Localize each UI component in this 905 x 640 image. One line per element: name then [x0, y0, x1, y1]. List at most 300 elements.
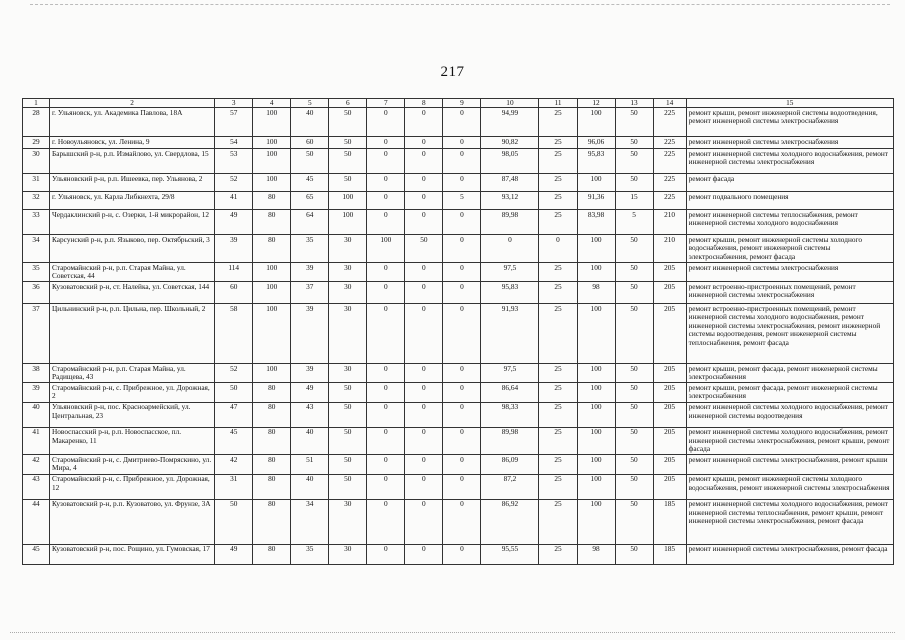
value-col-9: 0	[443, 364, 481, 383]
value-col-6: 30	[329, 263, 367, 282]
value-col-11: 25	[539, 427, 577, 455]
value-col-7: 0	[367, 402, 405, 427]
value-col-4: 80	[253, 402, 291, 427]
value-col-8: 0	[405, 455, 443, 474]
value-col-6: 100	[329, 192, 367, 210]
value-col-4: 100	[253, 304, 291, 364]
row-number: 33	[23, 210, 50, 235]
value-col-12: 100	[577, 304, 615, 364]
value-col-13: 50	[615, 383, 653, 402]
total-score-cell: 205	[653, 427, 686, 455]
row-number: 37	[23, 304, 50, 364]
value-col-4: 80	[253, 474, 291, 499]
address-cell: Старомайнский р-н, р.п. Старая Майна, ул. Радищева, 43	[50, 364, 215, 383]
table-row	[23, 149, 894, 174]
value-col-12: 100	[577, 427, 615, 455]
value-col-8: 0	[405, 383, 443, 402]
value-col-9: 0	[443, 455, 481, 474]
table-row	[23, 174, 894, 192]
value-col-12: 95,83	[577, 149, 615, 174]
value-col-5: 40	[291, 427, 329, 455]
value-col-12: 100	[577, 235, 615, 263]
work-types-cell: ремонт инженерной системы теплоснабжения, ремонт инженерной системы холодного водоснабжения	[686, 210, 893, 235]
value-col-7: 0	[367, 210, 405, 235]
value-col-11: 25	[539, 364, 577, 383]
value-col-11: 25	[539, 108, 577, 137]
value-col-9: 0	[443, 137, 481, 149]
table-row	[23, 364, 894, 383]
work-types-cell: ремонт инженерной системы электроснабжения	[686, 263, 893, 282]
total-score-cell: 210	[653, 235, 686, 263]
address-cell: Карсунский р-н, р.п. Языково, пер. Октябрьский, 3	[50, 235, 215, 263]
row-number: 35	[23, 263, 50, 282]
column-header-15: 15	[686, 99, 893, 108]
value-col-5: 51	[291, 455, 329, 474]
value-col-5: 39	[291, 263, 329, 282]
value-col-11: 25	[539, 383, 577, 402]
value-col-3: 57	[215, 108, 253, 137]
row-number: 44	[23, 499, 50, 544]
value-col-8: 0	[405, 192, 443, 210]
total-score-cell: 205	[653, 364, 686, 383]
value-col-6: 50	[329, 474, 367, 499]
table-row	[23, 210, 894, 235]
value-col-3: 41	[215, 192, 253, 210]
value-col-9: 0	[443, 427, 481, 455]
value-col-8: 0	[405, 137, 443, 149]
repair-register-table	[22, 98, 894, 565]
work-types-cell: ремонт крыши, ремонт фасада, ремонт инженерной системы электроснабжения	[686, 364, 893, 383]
work-types-cell: ремонт инженерной системы холодного водоснабжения, ремонт инженерной системы теплоснабжения, ремонт крыши, ремонт инженерной системы электроснабжения, ремонт фасада	[686, 499, 893, 544]
value-col-13: 50	[615, 402, 653, 427]
row-number: 28	[23, 108, 50, 137]
column-header-8: 8	[405, 99, 443, 108]
column-header-5: 5	[291, 99, 329, 108]
total-score-cell: 205	[653, 263, 686, 282]
value-col-8: 0	[405, 149, 443, 174]
address-cell: Старомайнский р-н, с. Прибрежное, ул. Дорожная, 2	[50, 383, 215, 402]
column-header-10: 10	[481, 99, 539, 108]
value-col-3: 54	[215, 137, 253, 149]
value-col-4: 80	[253, 192, 291, 210]
value-col-3: 39	[215, 235, 253, 263]
address-cell: Чердаклинский р-н, с. Озерки, 1-й микрорайон, 12	[50, 210, 215, 235]
table-row	[23, 108, 894, 137]
address-cell: Цильнинский р-н, р.п. Цильна, пер. Школьный, 2	[50, 304, 215, 364]
value-col-8: 0	[405, 108, 443, 137]
work-types-cell: ремонт инженерной системы холодного водоснабжения, ремонт инженерной системы электроснабжения	[686, 149, 893, 174]
total-score-cell: 225	[653, 192, 686, 210]
value-col-5: 50	[291, 149, 329, 174]
total-score-cell: 205	[653, 304, 686, 364]
work-types-cell: ремонт подвального помещения	[686, 192, 893, 210]
table-row	[23, 499, 894, 544]
value-col-8: 0	[405, 474, 443, 499]
value-col-11: 25	[539, 192, 577, 210]
work-types-cell: ремонт инженерной системы электроснабжения, ремонт фасада	[686, 544, 893, 564]
total-score-cell: 205	[653, 474, 686, 499]
value-col-12: 91,36	[577, 192, 615, 210]
table-body	[23, 108, 894, 565]
value-col-6: 30	[329, 304, 367, 364]
value-col-9: 0	[443, 304, 481, 364]
value-col-3: 60	[215, 282, 253, 304]
table-row	[23, 235, 894, 263]
work-types-cell: ремонт встроенно-пристроенных помещений, ремонт инженерной системы электроснабжения	[686, 282, 893, 304]
value-col-6: 50	[329, 108, 367, 137]
value-col-4: 80	[253, 499, 291, 544]
value-col-11: 25	[539, 174, 577, 192]
value-col-5: 49	[291, 383, 329, 402]
column-header-4: 4	[253, 99, 291, 108]
column-header-9: 9	[443, 99, 481, 108]
address-cell: Новоспасский р-н, р.п. Новоспасское, пл. Макаренко, 11	[50, 427, 215, 455]
address-cell: Старомайнский р-н, с. Прибрежное, ул. Дорожная, 12	[50, 474, 215, 499]
value-col-4: 80	[253, 455, 291, 474]
total-score-cell: 225	[653, 137, 686, 149]
value-col-7: 0	[367, 304, 405, 364]
value-col-10: 86,92	[481, 499, 539, 544]
value-col-8: 0	[405, 304, 443, 364]
value-col-12: 100	[577, 263, 615, 282]
value-col-12: 100	[577, 455, 615, 474]
value-col-10: 89,98	[481, 427, 539, 455]
value-col-5: 39	[291, 364, 329, 383]
value-col-5: 39	[291, 304, 329, 364]
value-col-10: 86,64	[481, 383, 539, 402]
row-number: 43	[23, 474, 50, 499]
value-col-6: 30	[329, 544, 367, 564]
value-col-5: 60	[291, 137, 329, 149]
value-col-7: 0	[367, 263, 405, 282]
value-col-11: 25	[539, 304, 577, 364]
value-col-6: 30	[329, 235, 367, 263]
value-col-9: 0	[443, 402, 481, 427]
work-types-cell: ремонт фасада	[686, 174, 893, 192]
value-col-11: 25	[539, 474, 577, 499]
value-col-11: 25	[539, 499, 577, 544]
row-number: 31	[23, 174, 50, 192]
value-col-3: 52	[215, 174, 253, 192]
value-col-5: 65	[291, 192, 329, 210]
value-col-7: 0	[367, 174, 405, 192]
value-col-10: 93,12	[481, 192, 539, 210]
value-col-10: 94,99	[481, 108, 539, 137]
value-col-13: 50	[615, 108, 653, 137]
value-col-4: 100	[253, 149, 291, 174]
work-types-cell: ремонт крыши, ремонт инженерной системы водоотведения, ремонт инженерной системы электроснабжения	[686, 108, 893, 137]
value-col-4: 80	[253, 544, 291, 564]
address-cell: г. Ульяновск, ул. Академика Павлова, 18А	[50, 108, 215, 137]
page-number: 217	[440, 64, 465, 80]
value-col-3: 45	[215, 427, 253, 455]
value-col-6: 100	[329, 210, 367, 235]
value-col-3: 49	[215, 544, 253, 564]
row-number: 32	[23, 192, 50, 210]
table-row	[23, 192, 894, 210]
table-row	[23, 455, 894, 474]
value-col-3: 50	[215, 383, 253, 402]
value-col-6: 50	[329, 427, 367, 455]
scan-edge-bottom	[10, 632, 895, 634]
value-col-10: 95,55	[481, 544, 539, 564]
value-col-7: 0	[367, 282, 405, 304]
value-col-11: 0	[539, 235, 577, 263]
value-col-11: 25	[539, 263, 577, 282]
value-col-13: 50	[615, 427, 653, 455]
value-col-9: 0	[443, 210, 481, 235]
value-col-13: 50	[615, 263, 653, 282]
value-col-7: 0	[367, 474, 405, 499]
value-col-5: 45	[291, 174, 329, 192]
value-col-5: 64	[291, 210, 329, 235]
value-col-13: 50	[615, 499, 653, 544]
value-col-12: 100	[577, 108, 615, 137]
address-cell: Кузоватовский р-н, р.п. Кузоватово, ул. Фрунзе, 3А	[50, 499, 215, 544]
table-row	[23, 544, 894, 564]
value-col-8: 0	[405, 499, 443, 544]
work-types-cell: ремонт крыши, ремонт инженерной системы холодного водоснабжения, ремонт инженерной системы электроснабжения, ремонт фасада	[686, 235, 893, 263]
value-col-7: 100	[367, 235, 405, 263]
value-col-12: 100	[577, 383, 615, 402]
value-col-10: 87,48	[481, 174, 539, 192]
value-col-12: 98	[577, 544, 615, 564]
value-col-13: 50	[615, 174, 653, 192]
value-col-3: 52	[215, 364, 253, 383]
table-row	[23, 304, 894, 364]
total-score-cell: 225	[653, 149, 686, 174]
value-col-11: 25	[539, 210, 577, 235]
value-col-9: 0	[443, 544, 481, 564]
value-col-3: 58	[215, 304, 253, 364]
row-number: 36	[23, 282, 50, 304]
value-col-4: 100	[253, 282, 291, 304]
value-col-12: 100	[577, 499, 615, 544]
value-col-4: 100	[253, 263, 291, 282]
address-cell: Кузоватовский р-н, пос. Рощино, ул. Гумовская, 17	[50, 544, 215, 564]
table-row	[23, 383, 894, 402]
value-col-11: 25	[539, 282, 577, 304]
column-header-14: 14	[653, 99, 686, 108]
value-col-10: 97,5	[481, 263, 539, 282]
row-number: 42	[23, 455, 50, 474]
value-col-13: 50	[615, 235, 653, 263]
value-col-11: 25	[539, 455, 577, 474]
value-col-3: 114	[215, 263, 253, 282]
value-col-4: 100	[253, 137, 291, 149]
value-col-13: 50	[615, 149, 653, 174]
value-col-6: 50	[329, 137, 367, 149]
address-cell: г. Новоульяновск, ул. Ленина, 9	[50, 137, 215, 149]
total-score-cell: 225	[653, 108, 686, 137]
value-col-3: 53	[215, 149, 253, 174]
value-col-8: 0	[405, 210, 443, 235]
address-cell: Ульяновский р-н, р.п. Ишеевка, пер. Ульянова, 2	[50, 174, 215, 192]
value-col-7: 0	[367, 427, 405, 455]
value-col-13: 50	[615, 304, 653, 364]
value-col-6: 50	[329, 402, 367, 427]
value-col-9: 0	[443, 474, 481, 499]
value-col-7: 0	[367, 383, 405, 402]
value-col-5: 34	[291, 499, 329, 544]
value-col-13: 15	[615, 192, 653, 210]
value-col-12: 100	[577, 364, 615, 383]
value-col-13: 50	[615, 282, 653, 304]
work-types-cell: ремонт инженерной системы холодного водоснабжения, ремонт инженерной системы электроснабжения, ремонт крыши, ремонт фасада	[686, 427, 893, 455]
column-header-6: 6	[329, 99, 367, 108]
table-row	[23, 282, 894, 304]
table-row	[23, 263, 894, 282]
value-col-6: 50	[329, 174, 367, 192]
value-col-9: 0	[443, 235, 481, 263]
value-col-10: 90,82	[481, 137, 539, 149]
value-col-6: 50	[329, 455, 367, 474]
value-col-9: 0	[443, 174, 481, 192]
value-col-4: 80	[253, 383, 291, 402]
value-col-12: 96,06	[577, 137, 615, 149]
value-col-9: 0	[443, 263, 481, 282]
value-col-10: 89,98	[481, 210, 539, 235]
address-cell: Старомайнский р-н, с. Дмитриево-Помряскино, ул. Мира, 4	[50, 455, 215, 474]
value-col-10: 97,5	[481, 364, 539, 383]
value-col-5: 37	[291, 282, 329, 304]
value-col-13: 5	[615, 210, 653, 235]
address-cell: г. Ульяновск, ул. Карла Либкнехта, 29/8	[50, 192, 215, 210]
value-col-10: 95,83	[481, 282, 539, 304]
value-col-4: 100	[253, 174, 291, 192]
value-col-4: 80	[253, 235, 291, 263]
value-col-6: 50	[329, 383, 367, 402]
total-score-cell: 225	[653, 174, 686, 192]
value-col-8: 0	[405, 364, 443, 383]
column-header-11: 11	[539, 99, 577, 108]
value-col-12: 98	[577, 282, 615, 304]
value-col-8: 0	[405, 544, 443, 564]
value-col-6: 50	[329, 149, 367, 174]
value-col-4: 80	[253, 210, 291, 235]
address-cell: Кузоватовский р-н, ст. Налейка, ул. Советская, 144	[50, 282, 215, 304]
value-col-10: 87,2	[481, 474, 539, 499]
total-score-cell: 205	[653, 402, 686, 427]
value-col-12: 100	[577, 174, 615, 192]
column-header-2: 2	[50, 99, 215, 108]
value-col-7: 0	[367, 499, 405, 544]
value-col-3: 42	[215, 455, 253, 474]
scan-edge-top	[30, 4, 890, 6]
value-col-8: 0	[405, 174, 443, 192]
table-row	[23, 402, 894, 427]
value-col-11: 25	[539, 137, 577, 149]
work-types-cell: ремонт крыши, ремонт фасада, ремонт инженерной системы электроснабжения	[686, 383, 893, 402]
table-row	[23, 474, 894, 499]
value-col-7: 0	[367, 137, 405, 149]
value-col-4: 100	[253, 108, 291, 137]
value-col-3: 49	[215, 210, 253, 235]
value-col-13: 50	[615, 455, 653, 474]
value-col-8: 0	[405, 282, 443, 304]
value-col-13: 50	[615, 364, 653, 383]
work-types-cell: ремонт крыши, ремонт инженерной системы холодного водоснабжения, ремонт инженерной системы электроснабжения	[686, 474, 893, 499]
column-header-3: 3	[215, 99, 253, 108]
value-col-9: 0	[443, 499, 481, 544]
value-col-12: 100	[577, 402, 615, 427]
value-col-6: 30	[329, 282, 367, 304]
total-score-cell: 205	[653, 383, 686, 402]
value-col-9: 0	[443, 149, 481, 174]
total-score-cell: 205	[653, 455, 686, 474]
column-header-1: 1	[23, 99, 50, 108]
value-col-9: 0	[443, 108, 481, 137]
value-col-12: 100	[577, 474, 615, 499]
row-number: 45	[23, 544, 50, 564]
row-number: 40	[23, 402, 50, 427]
address-cell: Ульяновский р-н, пос. Красноармейский, ул. Центральная, 23	[50, 402, 215, 427]
value-col-6: 30	[329, 499, 367, 544]
column-header-12: 12	[577, 99, 615, 108]
value-col-7: 0	[367, 108, 405, 137]
value-col-8: 0	[405, 427, 443, 455]
row-number: 34	[23, 235, 50, 263]
total-score-cell: 210	[653, 210, 686, 235]
table-row	[23, 427, 894, 455]
value-col-4: 80	[253, 427, 291, 455]
column-header-13: 13	[615, 99, 653, 108]
value-col-11: 25	[539, 149, 577, 174]
work-types-cell: ремонт инженерной системы холодного водоснабжения, ремонт инженерной системы водоотведения	[686, 402, 893, 427]
value-col-5: 43	[291, 402, 329, 427]
value-col-7: 0	[367, 192, 405, 210]
value-col-5: 40	[291, 474, 329, 499]
value-col-3: 50	[215, 499, 253, 544]
value-col-11: 25	[539, 544, 577, 564]
work-types-cell: ремонт инженерной системы электроснабжения, ремонт крыши	[686, 455, 893, 474]
row-number: 41	[23, 427, 50, 455]
total-score-cell: 185	[653, 544, 686, 564]
work-types-cell: ремонт инженерной системы электроснабжения	[686, 137, 893, 149]
row-number: 29	[23, 137, 50, 149]
value-col-5: 40	[291, 108, 329, 137]
value-col-9: 5	[443, 192, 481, 210]
address-cell: Барышский р-н, р.п. Измайлово, ул. Свердлова, 15	[50, 149, 215, 174]
value-col-3: 47	[215, 402, 253, 427]
work-types-cell: ремонт встроенно-пристроенных помещений, ремонт инженерной системы холодного водоснабжения, ремонт инженерной системы электроснабжения, ремонт инженерной системы водоотведения, ремонт инженерной системы теплоснабжения, ремонт фасада	[686, 304, 893, 364]
row-number: 38	[23, 364, 50, 383]
value-col-9: 0	[443, 383, 481, 402]
value-col-13: 50	[615, 137, 653, 149]
value-col-8: 50	[405, 235, 443, 263]
value-col-10: 0	[481, 235, 539, 263]
row-number: 39	[23, 383, 50, 402]
value-col-5: 35	[291, 544, 329, 564]
value-col-8: 0	[405, 402, 443, 427]
header-row	[23, 99, 894, 108]
value-col-10: 98,05	[481, 149, 539, 174]
value-col-5: 35	[291, 235, 329, 263]
value-col-4: 100	[253, 364, 291, 383]
address-cell: Старомайнский р-н, р.п. Старая Майна, ул. Советская, 44	[50, 263, 215, 282]
value-col-13: 50	[615, 544, 653, 564]
value-col-3: 31	[215, 474, 253, 499]
row-number: 30	[23, 149, 50, 174]
total-score-cell: 205	[653, 282, 686, 304]
value-col-8: 0	[405, 263, 443, 282]
value-col-10: 86,09	[481, 455, 539, 474]
value-col-7: 0	[367, 364, 405, 383]
value-col-10: 91,93	[481, 304, 539, 364]
table-row	[23, 137, 894, 149]
value-col-10: 98,33	[481, 402, 539, 427]
column-header-7: 7	[367, 99, 405, 108]
